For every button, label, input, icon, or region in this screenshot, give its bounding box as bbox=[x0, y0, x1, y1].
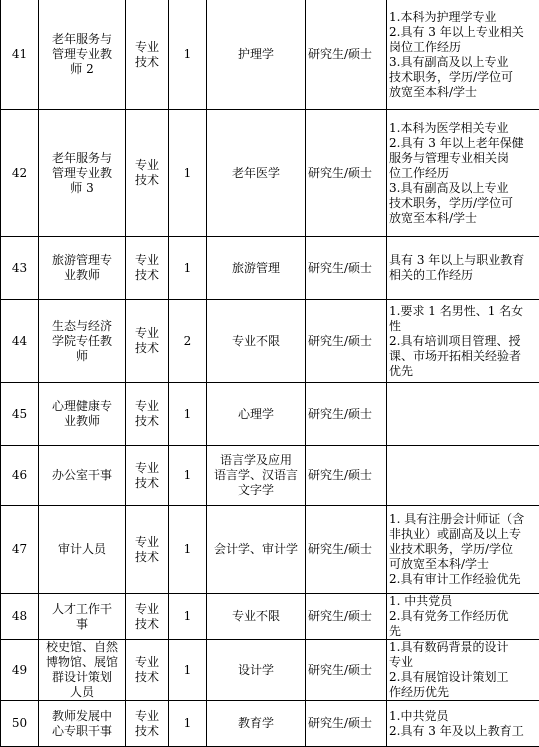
table-row bbox=[1, 594, 539, 640]
cell-category-line: 技术 bbox=[128, 341, 166, 356]
cell-requirements-line: 技术职务，学历/学位可 bbox=[389, 70, 537, 85]
cell-requirements-line: 1.本科为护理学专业 bbox=[389, 10, 537, 25]
cell-category-line: 技术 bbox=[128, 476, 166, 491]
cell-requirements-line: 位工作经历 bbox=[389, 166, 537, 181]
cell-position bbox=[39, 383, 126, 446]
cell-position-line: 群设计策划 bbox=[41, 670, 123, 685]
cell-category-line: 专业 bbox=[128, 535, 166, 550]
cell-category-line: 技术 bbox=[128, 670, 166, 685]
cell-category-line: 专业 bbox=[128, 602, 166, 617]
cell-requirements-line: 非执业）或副高及以上专 bbox=[389, 527, 537, 542]
cell-category bbox=[126, 237, 169, 300]
cell-count: 2 bbox=[169, 300, 207, 383]
cell-position-line: 人才工作干 bbox=[41, 602, 123, 617]
table-row bbox=[1, 110, 539, 237]
cell-position bbox=[39, 0, 126, 110]
cell-position-line: 师 2 bbox=[41, 62, 123, 77]
cell-position-line: 老年服务与 bbox=[41, 32, 123, 47]
table-row bbox=[1, 701, 539, 747]
cell-requirements-line: 1.要求 1 名男性、1 名女 bbox=[389, 304, 537, 319]
cell-category-line: 专业 bbox=[128, 40, 166, 55]
cell-number: 43 bbox=[1, 237, 39, 300]
cell-position-line: 博物馆、展馆 bbox=[41, 655, 123, 670]
cell-major-line: 语言学及应用 bbox=[209, 453, 303, 468]
cell-position-line: 心专职干事 bbox=[41, 724, 123, 739]
cell-major-line: 设计学 bbox=[209, 663, 303, 678]
cell-requirements-line: 2.具有审计工作经验优先 bbox=[389, 572, 537, 587]
cell-category bbox=[126, 640, 169, 701]
cell-requirements-line: 课、市场开拓相关经验者 bbox=[389, 349, 537, 364]
cell-count: 1 bbox=[169, 701, 207, 747]
cell-position-line: 事 bbox=[41, 617, 123, 632]
cell-count: 1 bbox=[169, 0, 207, 110]
cell-major bbox=[207, 0, 306, 110]
cell-position-line: 老年服务与 bbox=[41, 151, 123, 166]
cell-position-line: 业教师 bbox=[41, 268, 123, 283]
table-row bbox=[1, 506, 539, 594]
cell-position bbox=[39, 300, 126, 383]
cell-count: 1 bbox=[169, 237, 207, 300]
cell-requirements-line: 3.具有副高及以上专业 bbox=[389, 181, 537, 196]
cell-category-line: 技术 bbox=[128, 55, 166, 70]
cell-requirements-line: 作经历优先 bbox=[389, 685, 537, 700]
cell-major-line: 专业不限 bbox=[209, 609, 303, 624]
cell-count: 1 bbox=[169, 110, 207, 237]
cell-education: 研究生/硕士 bbox=[306, 506, 387, 594]
cell-education: 研究生/硕士 bbox=[306, 237, 387, 300]
cell-number: 47 bbox=[1, 506, 39, 594]
cell-requirements bbox=[387, 640, 539, 701]
cell-major bbox=[207, 383, 306, 446]
cell-number: 45 bbox=[1, 383, 39, 446]
cell-requirements bbox=[387, 701, 539, 747]
cell-category-line: 专业 bbox=[128, 158, 166, 173]
table-row bbox=[1, 0, 539, 110]
cell-requirements-line: 1.本科为医学相关专业 bbox=[389, 121, 537, 136]
cell-category-line: 专业 bbox=[128, 461, 166, 476]
cell-position-line: 业教师 bbox=[41, 414, 123, 429]
cell-major bbox=[207, 300, 306, 383]
cell-position bbox=[39, 701, 126, 747]
cell-position-line: 审计人员 bbox=[41, 542, 123, 557]
cell-category-line: 技术 bbox=[128, 550, 166, 565]
cell-position-line: 教师发展中 bbox=[41, 709, 123, 724]
cell-category-line: 专业 bbox=[128, 655, 166, 670]
cell-count: 1 bbox=[169, 594, 207, 640]
cell-major bbox=[207, 640, 306, 701]
cell-major bbox=[207, 237, 306, 300]
cell-requirements bbox=[387, 446, 539, 506]
cell-education: 研究生/硕士 bbox=[306, 594, 387, 640]
cell-position bbox=[39, 446, 126, 506]
cell-category bbox=[126, 701, 169, 747]
cell-major-line: 会计学、审计学 bbox=[209, 542, 303, 557]
cell-position-line: 旅游管理专 bbox=[41, 253, 123, 268]
cell-category-line: 技术 bbox=[128, 268, 166, 283]
cell-major-line: 旅游管理 bbox=[209, 261, 303, 276]
table-row bbox=[1, 446, 539, 506]
cell-requirements bbox=[387, 383, 539, 446]
cell-major-line: 文字学 bbox=[209, 483, 303, 498]
table-row bbox=[1, 237, 539, 300]
cell-major-line: 护理学 bbox=[209, 47, 303, 62]
cell-education: 研究生/硕士 bbox=[306, 110, 387, 237]
cell-number: 49 bbox=[1, 640, 39, 701]
cell-major-line: 语言学、汉语言 bbox=[209, 468, 303, 483]
cell-requirements-line: 专业 bbox=[389, 655, 537, 670]
cell-education: 研究生/硕士 bbox=[306, 446, 387, 506]
cell-requirements-line: 放宽至本科/学士 bbox=[389, 211, 537, 226]
cell-category-line: 专业 bbox=[128, 326, 166, 341]
table-row bbox=[1, 383, 539, 446]
cell-category-line: 专业 bbox=[128, 253, 166, 268]
cell-category-line: 技术 bbox=[128, 724, 166, 739]
cell-requirements bbox=[387, 0, 539, 110]
cell-requirements-line: 2.具有培训项目管理、授 bbox=[389, 334, 537, 349]
cell-requirements-line: 2.具有展馆设计策划工 bbox=[389, 670, 537, 685]
cell-category-line: 专业 bbox=[128, 399, 166, 414]
cell-major bbox=[207, 446, 306, 506]
cell-count: 1 bbox=[169, 640, 207, 701]
cell-requirements-line: 性 bbox=[389, 319, 537, 334]
cell-count: 1 bbox=[169, 506, 207, 594]
cell-category bbox=[126, 594, 169, 640]
cell-requirements-line: 先 bbox=[389, 624, 537, 639]
cell-requirements-line: 1.中共党员 bbox=[389, 709, 537, 724]
cell-category-line: 技术 bbox=[128, 173, 166, 188]
cell-requirements-line: 岗位工作经历 bbox=[389, 40, 537, 55]
cell-requirements-line: 1. 中共党员 bbox=[389, 594, 537, 609]
cell-category-line: 技术 bbox=[128, 617, 166, 632]
cell-number: 42 bbox=[1, 110, 39, 237]
cell-category bbox=[126, 506, 169, 594]
cell-requirements-line: 1. 具有注册会计师证（含 bbox=[389, 512, 537, 527]
cell-requirements-line: 技术职务，学历/学位可 bbox=[389, 196, 537, 211]
cell-position bbox=[39, 237, 126, 300]
cell-number: 46 bbox=[1, 446, 39, 506]
cell-position-line: 师 bbox=[41, 349, 123, 364]
cell-position-line: 师 3 bbox=[41, 181, 123, 196]
cell-position-line: 管理专业教 bbox=[41, 47, 123, 62]
cell-position-line: 人员 bbox=[41, 685, 123, 700]
cell-category-line: 专业 bbox=[128, 709, 166, 724]
cell-major-line: 专业不限 bbox=[209, 334, 303, 349]
cell-requirements bbox=[387, 506, 539, 594]
cell-category bbox=[126, 0, 169, 110]
cell-number: 41 bbox=[1, 0, 39, 110]
cell-requirements bbox=[387, 110, 539, 237]
cell-education: 研究生/硕士 bbox=[306, 300, 387, 383]
cell-requirements bbox=[387, 594, 539, 640]
cell-major-line: 教育学 bbox=[209, 716, 303, 731]
cell-position-line: 生态与经济 bbox=[41, 319, 123, 334]
cell-requirements-line: 3.具有副高及以上专业 bbox=[389, 55, 537, 70]
cell-category bbox=[126, 110, 169, 237]
table-row bbox=[1, 640, 539, 701]
cell-category-line: 技术 bbox=[128, 414, 166, 429]
cell-category bbox=[126, 300, 169, 383]
cell-number: 48 bbox=[1, 594, 39, 640]
cell-requirements-line: 业技术职务，学历/学位 bbox=[389, 542, 537, 557]
cell-requirements-line: 可放宽至本科/学士 bbox=[389, 557, 537, 572]
cell-position-line: 校史馆、自然 bbox=[41, 640, 123, 655]
cell-requirements-line: 相关的工作经历 bbox=[389, 268, 537, 283]
cell-requirements-line: 放宽至本科/学士 bbox=[389, 85, 537, 100]
cell-count: 1 bbox=[169, 446, 207, 506]
cell-position-line: 管理专业教 bbox=[41, 166, 123, 181]
cell-education: 研究生/硕士 bbox=[306, 640, 387, 701]
cell-count: 1 bbox=[169, 383, 207, 446]
cell-requirements-line: 服务与管理专业相关岗 bbox=[389, 151, 537, 166]
cell-position-line: 办公室干事 bbox=[41, 468, 123, 483]
cell-requirements bbox=[387, 300, 539, 383]
cell-position bbox=[39, 506, 126, 594]
cell-requirements-line: 优先 bbox=[389, 364, 537, 379]
cell-major bbox=[207, 594, 306, 640]
cell-major bbox=[207, 701, 306, 747]
cell-requirements bbox=[387, 237, 539, 300]
cell-education: 研究生/硕士 bbox=[306, 383, 387, 446]
cell-requirements-line: 2.具有党务工作经历优 bbox=[389, 609, 537, 624]
cell-category bbox=[126, 446, 169, 506]
cell-requirements-line: 2.具有 3 年以上老年保健 bbox=[389, 136, 537, 151]
cell-major-line: 老年医学 bbox=[209, 166, 303, 181]
table-row bbox=[1, 300, 539, 383]
cell-number: 44 bbox=[1, 300, 39, 383]
cell-category bbox=[126, 383, 169, 446]
cell-major bbox=[207, 506, 306, 594]
cell-education: 研究生/硕士 bbox=[306, 701, 387, 747]
cell-requirements-line: 2.具有 3 年以上专业相关 bbox=[389, 25, 537, 40]
cell-number: 50 bbox=[1, 701, 39, 747]
cell-position-line: 心理健康专 bbox=[41, 399, 123, 414]
cell-requirements-line: 2.具有 3 年及以上教育工 bbox=[389, 724, 537, 739]
table-body bbox=[1, 0, 539, 747]
cell-position bbox=[39, 110, 126, 237]
cell-position bbox=[39, 594, 126, 640]
cell-position bbox=[39, 640, 126, 701]
cell-education: 研究生/硕士 bbox=[306, 0, 387, 110]
cell-major bbox=[207, 110, 306, 237]
cell-position-line: 学院专任教 bbox=[41, 334, 123, 349]
cell-requirements-line: 1.具有数码背景的设计 bbox=[389, 640, 537, 655]
cell-major-line: 心理学 bbox=[209, 407, 303, 422]
cell-requirements-line: 具有 3 年以上与职业教育 bbox=[389, 253, 537, 268]
